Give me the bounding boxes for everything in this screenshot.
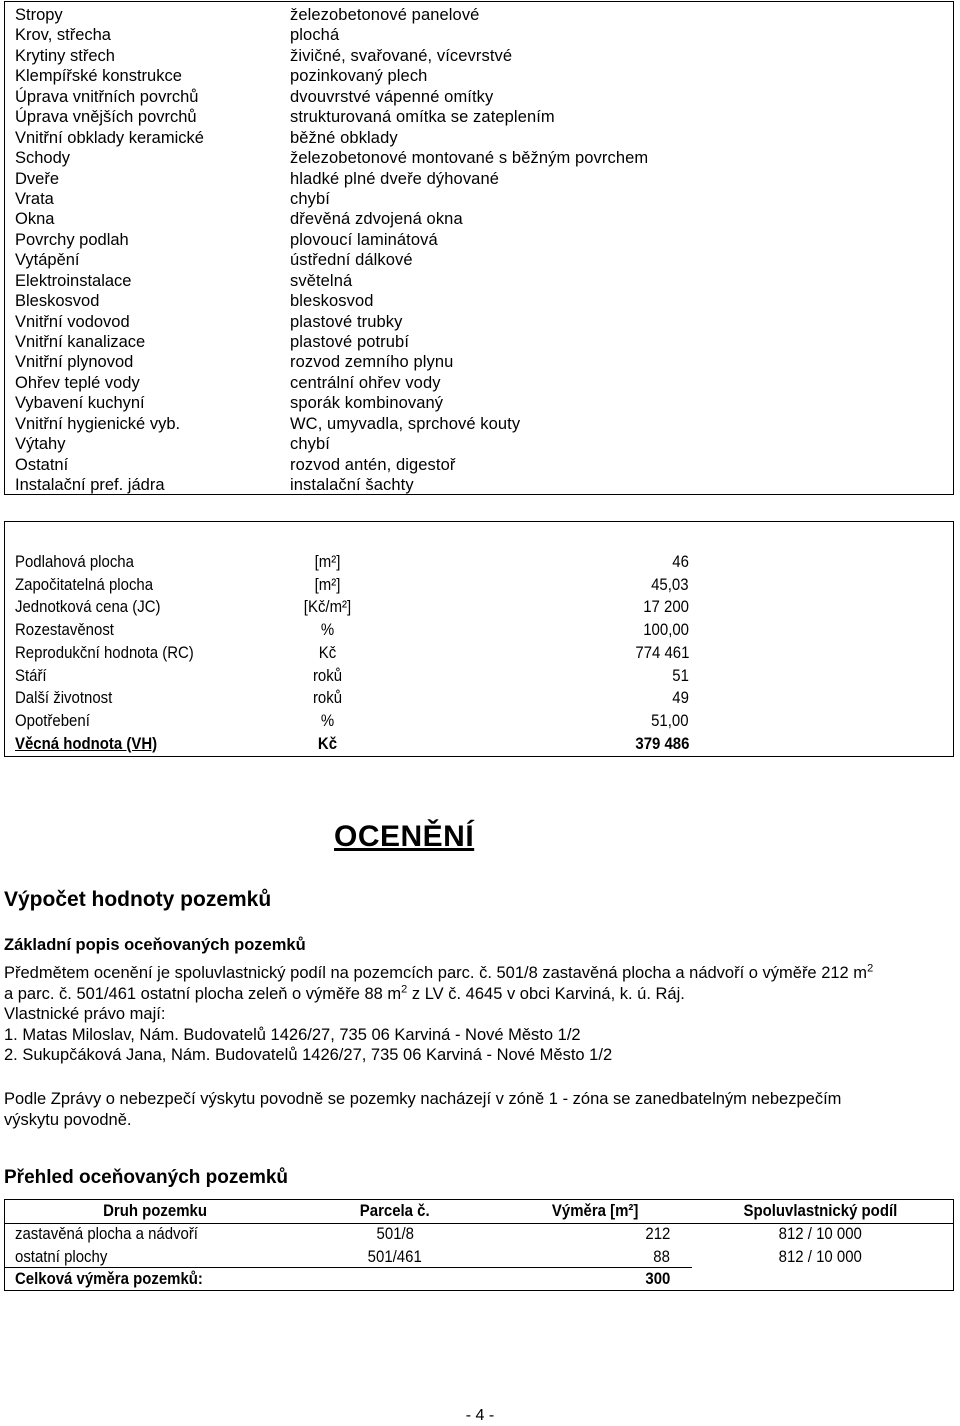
construction-value: sporák kombinovaný xyxy=(290,394,444,413)
summary-unit: % xyxy=(320,620,335,640)
construction-label: Vnitřní obklady keramické xyxy=(15,128,204,147)
summary-value: 51,00 xyxy=(651,710,689,730)
construction-value: centrální ohřev vody xyxy=(290,373,441,392)
cell-druh: ostatní plochy xyxy=(15,1246,108,1266)
construction-label: Vytápění xyxy=(15,251,80,270)
construction-value: chybí xyxy=(290,435,330,454)
construction-label: Ostatní xyxy=(15,455,69,474)
summary-row xyxy=(5,619,953,642)
summary-row xyxy=(5,551,953,574)
cell-druh: zastavěná plocha a nádvoří xyxy=(15,1223,198,1243)
cell-podil: 812 / 10 000 xyxy=(778,1246,862,1266)
construction-label: Výtahy xyxy=(15,435,66,454)
cell-podil: 812 / 10 000 xyxy=(778,1223,862,1243)
land-table-header xyxy=(5,1200,953,1224)
construction-value: plochá xyxy=(290,26,340,45)
construction-label: Vnitřní hygienické vyb. xyxy=(15,414,181,433)
summary-label: Opotřebení xyxy=(15,710,90,730)
summary-row xyxy=(5,687,953,710)
construction-value: železobetonové montované s běžným povrchem xyxy=(290,149,649,168)
summary-unit: Kč xyxy=(317,733,338,753)
total-value: 300 xyxy=(645,1269,670,1289)
summary-value: 49 xyxy=(672,688,689,708)
construction-label: Okna xyxy=(15,210,55,229)
construction-label: Stropy xyxy=(15,6,63,24)
section-title-oceneni: OCENĚNÍ xyxy=(334,820,475,853)
construction-value: světelná xyxy=(290,271,353,290)
construction-label: Krytiny střech xyxy=(15,46,115,65)
page-number: - 4 - xyxy=(465,1407,495,1424)
construction-value: plovoucí laminátová xyxy=(290,230,438,249)
cell-parcela: 501/461 xyxy=(367,1246,423,1266)
subsection-title-prehled: Přehled oceňovaných pozemků xyxy=(4,1167,289,1188)
construction-label: Klempířské konstrukce xyxy=(15,67,182,86)
construction-label: Vrata xyxy=(15,189,54,208)
cell-vymera: 88 xyxy=(653,1246,670,1266)
owner-line: 1. Matas Miloslav, Nám. Budovatelů 1426/27, 735 06 Karviná - Nové Město 1/2 xyxy=(4,1025,581,1044)
summary-label: Další životnost xyxy=(15,688,113,708)
summary-value: 100,00 xyxy=(643,620,689,640)
summary-row xyxy=(5,733,953,756)
construction-label: Instalační pref. jádra xyxy=(15,476,165,495)
summary-unit: % xyxy=(320,710,335,730)
construction-label: Vnitřní plynovod xyxy=(15,353,134,372)
construction-value: plastové potrubí xyxy=(290,333,410,351)
construction-value: rozvod antén, digestoř xyxy=(290,455,456,474)
summary-unit: Kč xyxy=(318,642,337,662)
description-line: Vlastnické právo mají: xyxy=(4,1005,166,1023)
construction-value: hladké plné dveře dýhované xyxy=(290,169,500,188)
summary-label: Jednotková cena (JC) xyxy=(15,597,161,617)
cell-vymera: 212 xyxy=(645,1223,670,1243)
construction-label: Vnitřní vodovod xyxy=(15,312,130,331)
section-title-vypocet: Výpočet hodnoty pozemků xyxy=(4,888,272,911)
column-header: Spoluvlastnický podíl xyxy=(743,1201,897,1220)
construction-label: Krov, střecha xyxy=(15,26,111,45)
construction-label: Vybavení kuchyní xyxy=(15,394,145,413)
summary-value: 379 486 xyxy=(634,733,689,753)
description-line: Předmětem ocenění je spoluvlastnický podíl na pozemcích parc. č. 501/8 zastavěná plocha a nádvoří o výměře 212 $m^2$ xyxy=(4,962,874,982)
summary-unit: [m²] xyxy=(314,552,341,571)
table-row xyxy=(5,1223,953,1246)
construction-value: WC, umyvadla, sprchové kouty xyxy=(290,414,521,433)
flood-note xyxy=(4,1089,954,1130)
total-label: Celková výměra pozemků: xyxy=(15,1269,203,1289)
construction-label: Schody xyxy=(15,149,71,168)
construction-value: chybí xyxy=(290,189,330,208)
summary-row xyxy=(5,596,953,619)
column-header: Parcela č. xyxy=(360,1201,430,1220)
construction-value: rozvod zemního plynu xyxy=(290,353,454,372)
summary-value: 45,03 xyxy=(651,574,689,594)
summary-unit: roků xyxy=(312,688,343,708)
owner-line: 2. Sukupčáková Jana, Nám. Budovatelů 1426/27, 735 06 Karviná - Nové Město 1/2 xyxy=(4,1046,613,1064)
summary-value: 46 xyxy=(672,552,689,571)
summary-row xyxy=(5,574,953,597)
valuation-summary-table xyxy=(4,521,954,757)
summary-unit: [Kč/m²] xyxy=(303,597,352,617)
summary-label: Věcná hodnota (VH) xyxy=(15,733,158,753)
summary-label: Podlahová plocha xyxy=(15,552,134,571)
land-description xyxy=(4,963,954,1066)
summary-value: 51 xyxy=(672,665,689,685)
summary-label: Stáří xyxy=(15,665,47,685)
construction-value: strukturovaná omítka se zateplením xyxy=(290,108,555,127)
construction-label: Ohřev teplé vody xyxy=(15,373,140,392)
summary-value: 774 461 xyxy=(634,642,689,662)
construction-value: dvouvrstvé vápenné omítky xyxy=(290,87,494,106)
summary-row xyxy=(5,710,953,733)
construction-value: bleskosvod xyxy=(290,292,374,311)
cell-parcela: 501/8 xyxy=(376,1223,414,1243)
column-header: Výměra [m²] xyxy=(551,1201,639,1220)
total-divider xyxy=(5,1267,692,1268)
construction-value: železobetonové panelové xyxy=(290,6,480,24)
construction-label: Bleskosvod xyxy=(15,292,100,311)
construction-label: Dveře xyxy=(15,169,60,188)
land-table xyxy=(4,1199,954,1291)
construction-table xyxy=(4,1,954,495)
summary-unit: roků xyxy=(312,665,343,685)
summary-row xyxy=(5,642,953,665)
table-row xyxy=(5,1246,953,1269)
summary-label: Rozestavěnost xyxy=(15,620,114,640)
summary-row xyxy=(5,665,953,688)
summary-label: Započitatelná plocha xyxy=(15,574,154,594)
construction-value: běžné obklady xyxy=(290,128,398,147)
construction-value: instalační šachty xyxy=(290,476,414,495)
summary-label: Reprodukční hodnota (RC) xyxy=(15,642,194,662)
construction-label: Elektroinstalace xyxy=(15,271,132,290)
summary-unit: [m²] xyxy=(314,574,341,594)
construction-value: živičné, svařované, vícevrstvé xyxy=(290,46,513,65)
construction-labels xyxy=(15,5,285,496)
construction-value: ústřední dálkové xyxy=(290,251,413,270)
construction-label: Úprava vnitřních povrchů xyxy=(15,87,199,106)
description-line: a parc. č. 501/461 ostatní plocha zeleň o výměře 88 $m^2$ z LV č. 4645 v obci Karviná, k. ú. Ráj. xyxy=(4,983,685,1003)
construction-values xyxy=(290,5,890,496)
total-row xyxy=(5,1268,953,1291)
column-header: Druh pozemku xyxy=(103,1201,207,1220)
construction-label: Vnitřní kanalizace xyxy=(15,333,146,351)
summary-value: 17 200 xyxy=(643,597,689,617)
construction-value: plastové trubky xyxy=(290,312,403,331)
construction-label: Úprava vnějších povrchů xyxy=(15,108,197,127)
construction-value: dřevěná zdvojená okna xyxy=(290,210,463,229)
construction-value: pozinkovaný plech xyxy=(290,67,428,86)
flood-note-line: Podle Zprávy o nebezpečí výskytu povodně se pozemky nacházejí v zóně 1 - zóna se zanedbatelným nebezpečím xyxy=(4,1090,842,1108)
flood-note-line: výskytu povodně. xyxy=(4,1110,132,1129)
subsection-title-zakladni-popis: Základní popis oceňovaných pozemků xyxy=(4,936,306,954)
construction-label: Povrchy podlah xyxy=(15,230,129,249)
